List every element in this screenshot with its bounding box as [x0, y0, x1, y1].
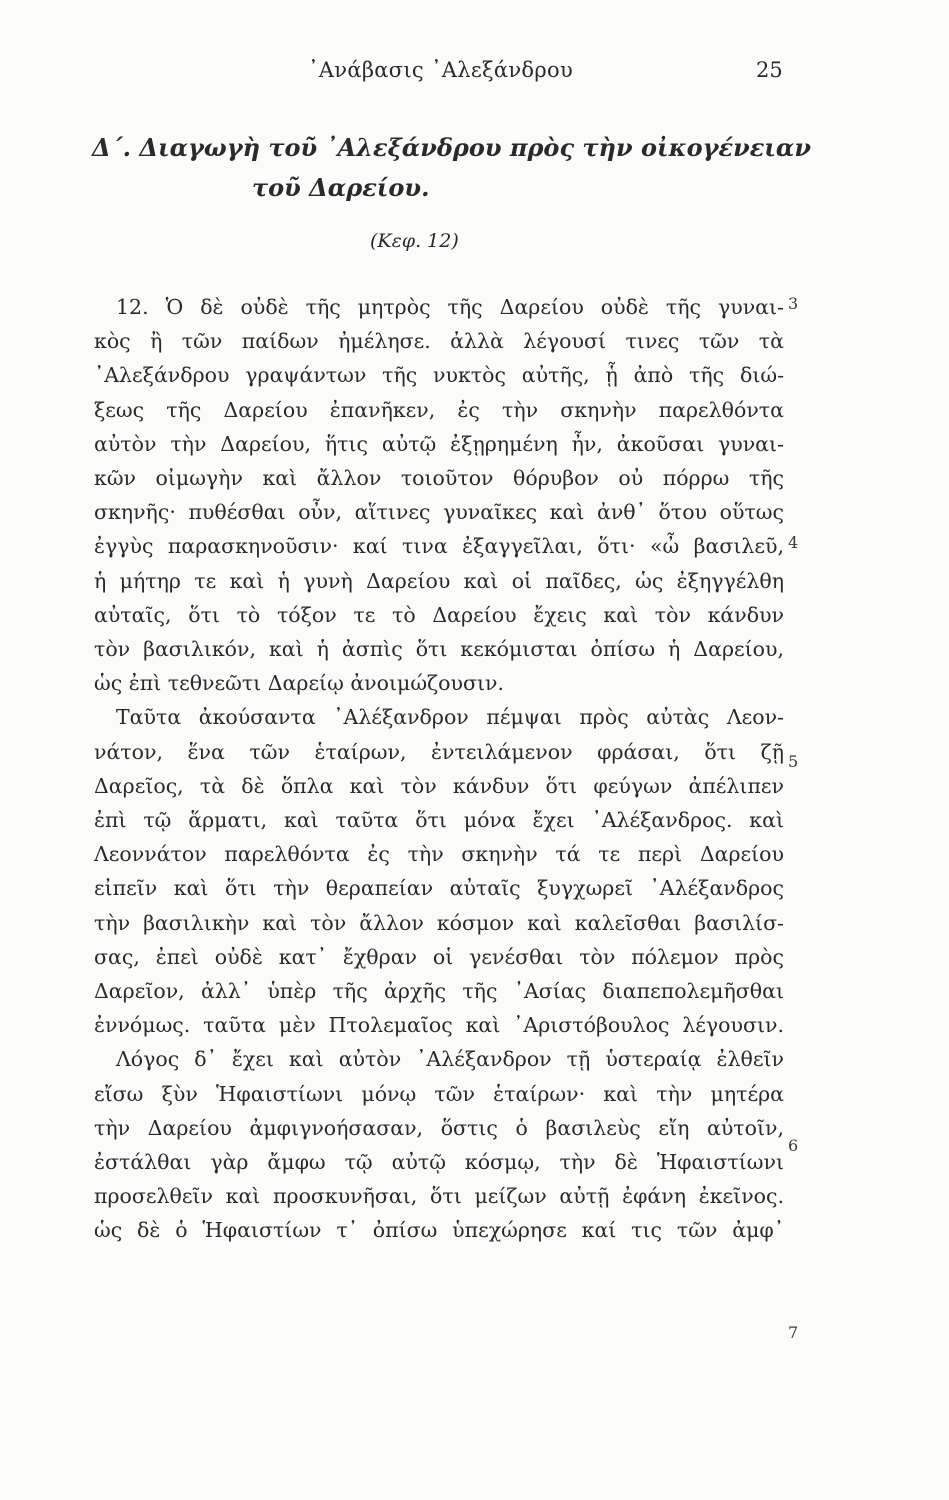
running-title: ᾿Ανάβασις ᾿Αλεξάνδρου	[308, 58, 574, 82]
text-line: εἴσω ξὺν Ἡφαιστίωνι μόνῳ τῶν ἑταίρων· καὶ τὴν μητέρα	[94, 1081, 784, 1106]
text-line: κὸς ἢ τῶν παίδων ἠμέλησε. ἀλλὰ λέγουσί τινες τῶν τὰ	[94, 329, 784, 354]
text-line: νάτον, ἕνα τῶν ἑταίρων, ἐντειλάμενον φράσαι, ὅτι ζῇ	[94, 739, 784, 764]
chapter-reference: (Κεφ. 12)	[370, 230, 459, 252]
margin-section-number: 3	[788, 294, 799, 313]
running-head	[0, 58, 949, 92]
text-line: ὡς ἐπὶ τεθνεῶτι Δαρείῳ ἀνοιμώζουσιν.	[94, 671, 504, 696]
text-line: Λόγος δ᾿ ἔχει καὶ αὐτὸν ᾿Αλέξανδρον τῇ ὑστεραίᾳ ἐλθεῖν	[116, 1047, 784, 1072]
text-line: ἐγγὺς παρασκηνοῦσιν· καί τινα ἐξαγγεῖλαι, ὅτι· «ὦ βασιλεῦ,	[94, 534, 784, 559]
text-line: Λεοννάτον παρελθόντα ἐς τὴν σκηνὴν τά τε περὶ Δαρείου	[94, 842, 784, 867]
text-line: Δαρεῖος, τὰ δὲ ὅπλα καὶ τὸν κάνδυν ὅτι φεύγων ἀπέλιπεν	[94, 773, 784, 798]
text-line: σας, ἐπεὶ οὐδὲ κατ᾿ ἔχθραν οἱ γενέσθαι τὸν πόλεμον πρὸς	[94, 944, 784, 969]
text-line: ξεως τῆς Δαρείου ἐπανῆκεν, ἐς τὴν σκηνὴν παρελθόντα	[94, 397, 784, 422]
text-line: τὸν βασιλικόν, καὶ ἡ ἀσπὶς ὅτι κεκόμισται ὀπίσω ἡ Δαρείου,	[94, 637, 784, 662]
margin-section-number: 6	[788, 1136, 799, 1155]
text-line: ᾿Αλεξάνδρου γραψάντων τῆς νυκτὸς αὐτῆς, ᾗ ἀπὸ τῆς διώ-	[94, 363, 784, 388]
text-line: ὡς δὲ ὁ Ἡφαιστίων τ᾿ ὀπίσω ὑπεχώρησε καί τις τῶν ἀμφ᾿	[94, 1218, 784, 1243]
body-text	[94, 290, 784, 1248]
margin-section-number: 7	[788, 1323, 799, 1342]
text-line: ἡ μήτηρ τε καὶ ἡ γυνὴ Δαρείου καὶ οἱ παῖδες, ὡς ἐξηγγέλθη	[94, 568, 784, 593]
text-line: κῶν οἰμωγὴν καὶ ἄλλον τοιοῦτον θόρυβον οὐ πόρρω τῆς	[94, 466, 784, 491]
text-line: τὴν Δαρείου ἀμφιγνοήσασαν, ὅστις ὁ βασιλεὺς εἴη αὐτοῖν,	[94, 1115, 784, 1140]
text-line: τὴν βασιλικὴν καὶ τὸν ἄλλον κόσμον καὶ καλεῖσθαι βασιλίσ-	[94, 910, 784, 935]
section-heading	[92, 128, 812, 208]
text-line: ἐστάλθαι γὰρ ἄμφω τῷ αὐτῷ κόσμῳ, τὴν δὲ Ἡφαιστίωνι	[94, 1150, 784, 1175]
text-line: Δαρεῖον, ἀλλ᾿ ὑπὲρ τῆς ἀρχῆς τῆς ᾿Ασίας διαπεπολεμῆσθαι	[94, 979, 784, 1004]
text-line: αὐταῖς, ὅτι τὸ τόξον τε τὸ Δαρείου ἔχεις καὶ τὸν κάνδυν	[94, 602, 784, 627]
section-heading-line-1: Δ΄. Διαγωγὴ τοῦ ᾿Αλεξάνδρου πρὸς τὴν οἰκογένειαν	[92, 133, 812, 162]
text-line: Ταῦτα ἀκούσαντα ᾿Αλέξανδρον πέμψαι πρὸς αὐτὰς Λεον-	[116, 705, 784, 730]
section-heading-line-2: τοῦ Δαρείου.	[252, 173, 430, 202]
text-line: ἐπὶ τῷ ἅρματι, καὶ ταῦτα ὅτι μόνα ἔχει ᾿Αλέξανδρος. καὶ	[94, 808, 784, 833]
margin-section-number: 5	[788, 752, 799, 771]
text-line: εἰπεῖν καὶ ὅτι τὴν θεραπείαν αὐταῖς ξυγχωρεῖ ᾿Αλέξανδρος	[94, 876, 784, 901]
text-line: σκηνῆς· πυθέσθαι οὖν, αἵτινες γυναῖκες καὶ ἀνθ᾿ ὅτου οὕτως	[94, 500, 784, 525]
text-line: αὐτὸν τὴν Δαρείου, ἥτις αὐτῷ ἐξῃρημένη ἦν, ἀκοῦσαι γυναι-	[94, 431, 784, 456]
text-line: ἐννόμως. ταῦτα μὲν Πτολεμαῖος καὶ ᾿Αριστόβουλος λέγουσιν.	[94, 1013, 784, 1038]
margin-section-number: 4	[788, 533, 799, 552]
text-line: προσελθεῖν καὶ προσκυνῆσαι, ὅτι μείζων αὐτῇ ἐφάνη ἐκεῖνος.	[94, 1184, 784, 1209]
page-number: 25	[756, 58, 783, 82]
text-line: 12. Ὁ δὲ οὐδὲ τῆς μητρὸς τῆς Δαρείου οὐδὲ τῆς γυναι-	[116, 295, 784, 319]
